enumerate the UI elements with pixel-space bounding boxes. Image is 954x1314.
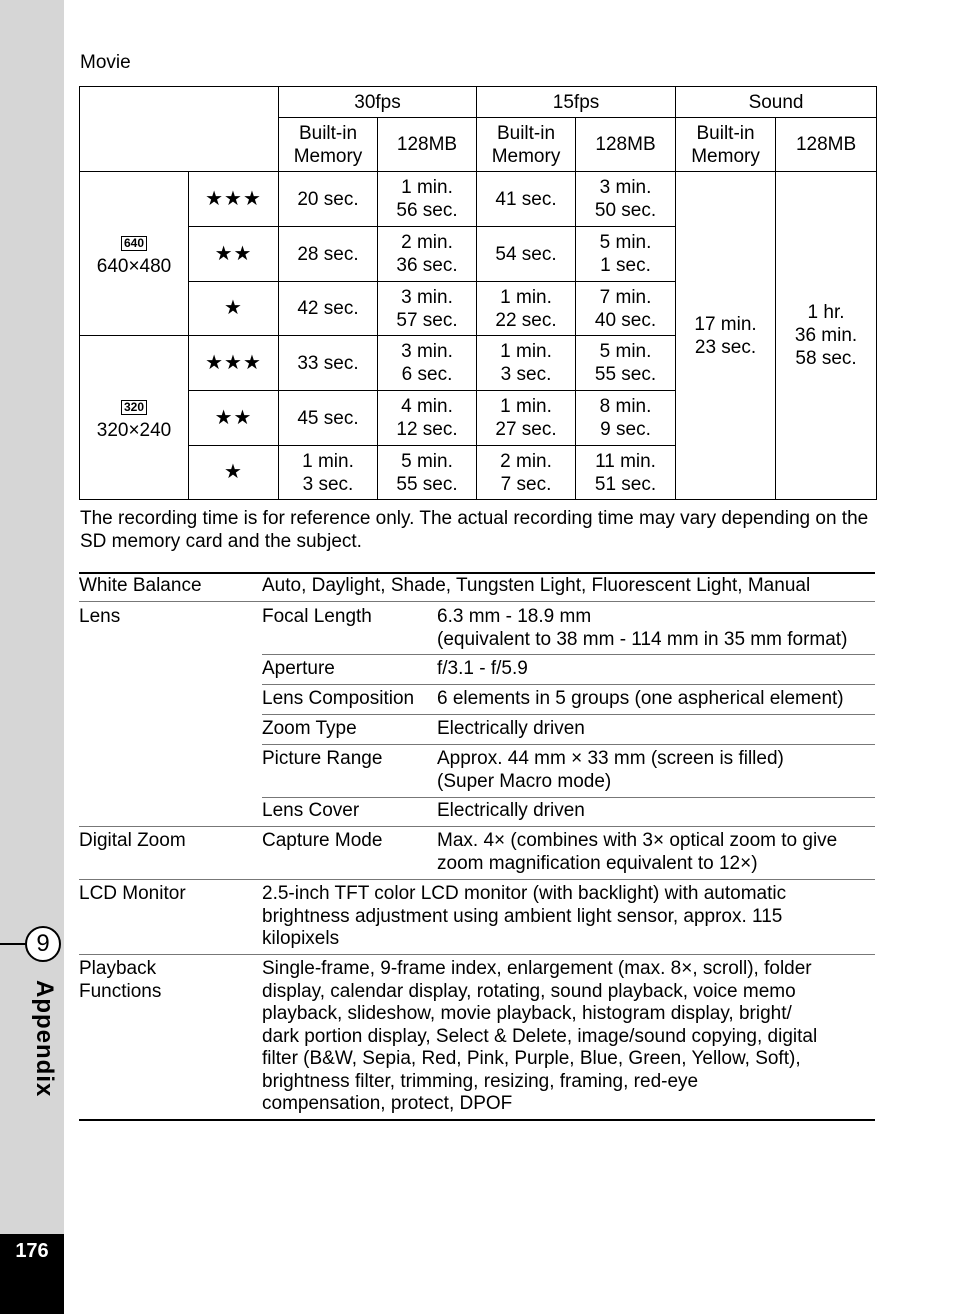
table-cell: 7 min. 40 sec.	[576, 282, 676, 336]
header-builtin-memory: Built-in Memory	[477, 118, 576, 172]
table-cell: 1 min. 56 sec.	[378, 172, 477, 227]
table-cell: 1 min. 22 sec.	[477, 282, 576, 336]
resolution-640-icon: 640	[121, 236, 147, 251]
table-cell: 3 min. 57 sec.	[378, 282, 477, 336]
section-title: Movie	[80, 52, 131, 73]
header-128mb: 128MB	[576, 118, 676, 172]
table-cell: 2 min. 36 sec.	[378, 227, 477, 282]
spec-sublabel-zoom-type: Zoom Type	[262, 718, 357, 739]
spec-sublabel-lens-cover: Lens Cover	[262, 800, 360, 821]
spec-sublabel-capture-mode: Capture Mode	[262, 830, 383, 851]
spec-top-rule	[79, 572, 875, 574]
resolution-label: 640×480	[96, 255, 172, 277]
header-128mb: 128MB	[776, 118, 877, 172]
chapter-number: 9	[25, 926, 61, 962]
spec-label-playback-functions: Playback Functions	[79, 958, 162, 1002]
spec-value-focal-length: 6.3 mm - 18.9 mm (equivalent to 38 mm - 114 mm in 35 mm format)	[437, 606, 848, 650]
spec-label-lens: Lens	[79, 606, 121, 627]
table-cell: 5 min. 55 sec.	[378, 446, 477, 500]
spec-sublabel-aperture: Aperture	[262, 658, 335, 679]
spec-divider	[79, 601, 875, 602]
header-30fps: 30fps	[279, 87, 477, 118]
spec-sub-divider	[262, 684, 875, 685]
spec-sub-divider	[262, 654, 875, 655]
quality-2-stars: ★★	[189, 391, 279, 446]
quality-1-star: ★	[189, 282, 279, 336]
header-builtin-memory: Built-in Memory	[676, 118, 776, 172]
spec-divider	[79, 954, 875, 955]
spec-sublabel-picture-range: Picture Range	[262, 748, 383, 769]
table-cell: 1 min. 27 sec.	[477, 391, 576, 446]
spec-divider	[79, 826, 875, 827]
spec-value-aperture: f/3.1 - f/5.9	[437, 658, 528, 679]
table-cell: 1 min. 3 sec.	[279, 446, 378, 500]
spec-value-lens-cover: Electrically driven	[437, 800, 585, 821]
resolution-320-cell	[80, 336, 189, 500]
spec-divider	[79, 879, 875, 880]
table-cell: 33 sec.	[279, 336, 378, 391]
spec-value-lens-composition: 6 elements in 5 groups (one aspherical element)	[437, 688, 844, 709]
spec-label-digital-zoom: Digital Zoom	[79, 830, 186, 851]
movie-recording-table	[79, 86, 877, 500]
spec-label-lcd-monitor: LCD Monitor	[79, 883, 186, 904]
quality-2-stars: ★★	[189, 227, 279, 282]
table-cell: 2 min. 7 sec.	[477, 446, 576, 500]
spec-sub-divider	[262, 797, 875, 798]
spec-sublabel-focal-length: Focal Length	[262, 606, 372, 627]
recording-time-note: The recording time is for reference only. The actual recording time may vary depending on the SD memory card and the subject.	[80, 508, 869, 552]
table-cell: 1 min. 3 sec.	[477, 336, 576, 391]
table-cell: 20 sec.	[279, 172, 378, 227]
table-cell: 42 sec.	[279, 282, 378, 336]
spec-bottom-rule	[79, 1119, 875, 1121]
spec-sub-divider	[262, 744, 875, 745]
sound-builtin-cell: 17 min. 23 sec.	[676, 172, 776, 500]
quality-3-stars: ★★★	[189, 172, 279, 227]
table-cell: 28 sec.	[279, 227, 378, 282]
header-15fps: 15fps	[477, 87, 676, 118]
spec-sub-divider	[262, 714, 875, 715]
sound-128mb-cell: 1 hr. 36 min. 58 sec.	[776, 172, 877, 500]
header-sound: Sound	[676, 87, 877, 118]
quality-1-star: ★	[189, 446, 279, 500]
table-cell: 3 min. 6 sec.	[378, 336, 477, 391]
table-cell: 4 min. 12 sec.	[378, 391, 477, 446]
table-cell: 8 min. 9 sec.	[576, 391, 676, 446]
resolution-320-icon: 320	[121, 400, 147, 415]
chapter-label: Appendix	[31, 980, 58, 1098]
header-builtin-memory: Built-in Memory	[279, 118, 378, 172]
spec-value-white-balance: Auto, Daylight, Shade, Tungsten Light, Fluorescent Light, Manual	[262, 575, 811, 596]
spec-value-zoom-type: Electrically driven	[437, 718, 585, 739]
page-number: 176	[15, 1240, 49, 1262]
table-cell: 3 min. 50 sec.	[576, 172, 676, 227]
spec-label-white-balance: White Balance	[79, 575, 202, 596]
resolution-640-cell	[80, 172, 189, 336]
table-cell: 54 sec.	[477, 227, 576, 282]
header-128mb: 128MB	[378, 118, 477, 172]
table-cell: 41 sec.	[477, 172, 576, 227]
quality-3-stars: ★★★	[189, 336, 279, 391]
table-cell: 11 min. 51 sec.	[576, 446, 676, 500]
table-cell: 45 sec.	[279, 391, 378, 446]
table-corner-cell	[80, 87, 279, 172]
spec-value-digital-zoom: Max. 4× (combines with 3× optical zoom to give zoom magnification equivalent to 12×)	[437, 830, 838, 874]
table-cell: 5 min. 1 sec.	[576, 227, 676, 282]
chapter-marker-line	[0, 943, 27, 945]
spec-sublabel-lens-composition: Lens Composition	[262, 688, 415, 709]
spec-value-playback-functions: Single-frame, 9-frame index, enlargement (max. 8×, scroll), folder display, calendar display, rotating, sound playback, voice memo playback, slideshow, movie playback, histogram display, bright/ dark portion display, Select & Delete, image/sound copying, digital filter (B&W, Sepia, Red, Pink, Purple, Blue, Green, Yellow, Soft), brightness filter, trimming, resizing, framing, red-eye compensation, protect, DPOF	[262, 958, 818, 1114]
spec-value-picture-range: Approx. 44 mm × 33 mm (screen is filled) (Super Macro mode)	[437, 748, 784, 792]
resolution-label: 320×240	[96, 419, 172, 441]
sidebar-strip	[0, 0, 64, 1314]
table-cell: 5 min. 55 sec.	[576, 336, 676, 391]
spec-value-lcd-monitor: 2.5-inch TFT color LCD monitor (with backlight) with automatic brightness adjustment using ambient light sensor, approx. 115 kilopixels	[262, 883, 787, 949]
